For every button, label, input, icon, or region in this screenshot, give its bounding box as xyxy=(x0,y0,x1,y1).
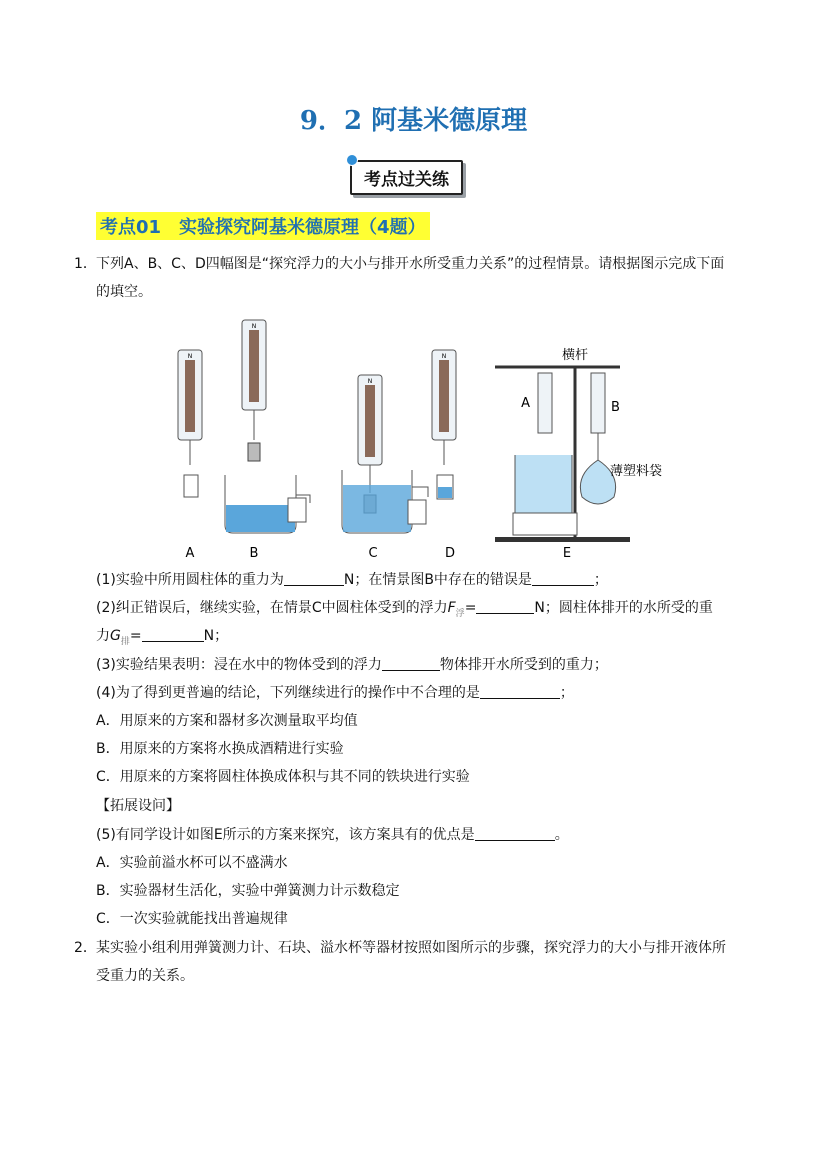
spring-a-label: A xyxy=(521,396,530,411)
q1-part2-line1 xyxy=(96,598,713,624)
blank-error[interactable] xyxy=(532,571,594,586)
blank-buoyancy[interactable] xyxy=(476,599,534,614)
spring-scale-c xyxy=(342,375,428,533)
experiment-figure xyxy=(170,315,690,565)
scale-unit-b: N xyxy=(251,323,257,330)
q1-part4-text-a: (4)为了得到更普遍的结论，下列继续进行的操作中不合理的是 xyxy=(96,685,480,701)
crossbar-label: 横杆 xyxy=(561,348,589,363)
q1-part3 xyxy=(96,655,608,675)
spring-scale-a xyxy=(178,350,202,497)
q1-part5-text-b: 。 xyxy=(554,827,569,843)
figure-label-b: B xyxy=(249,546,259,561)
q1-part5-option-c: C．一次实验就能找出普遍规律 xyxy=(96,911,288,927)
q1-line1: 下列A、B、C、D四幅图是“探究浮力的大小与排开水所受重力关系”的过程情景。请根据图示完成下面 xyxy=(96,256,725,272)
figure-label-d: D xyxy=(444,546,456,561)
q1-option-a: A．用原来的方案和器材多次测量取平均值 xyxy=(96,713,358,729)
q1-part1-text-a: (1)实验中所用圆柱体的重力为 xyxy=(96,572,284,588)
q1-number: 1． xyxy=(74,256,97,272)
q1-part5-option-b: B．实验器材生活化，实验中弹簧测力计示数稳定 xyxy=(96,883,400,899)
extension-heading: 【拓展设问】 xyxy=(96,798,180,814)
q2-number: 2． xyxy=(74,940,97,956)
scale-unit-a: N xyxy=(187,353,193,360)
badge-label: 考点过关练 xyxy=(350,160,463,195)
badge xyxy=(350,160,463,195)
q2-line1: 某实验小组利用弹簧测力计、石块、溢水杯等器材按照如图所示的步骤，探究浮力的大小与排开液体所 xyxy=(96,940,726,956)
q1-part5-text-a: (5)有同学设计如图E所示的方案来探究，该方案具有的优点是 xyxy=(96,827,475,843)
blank-comparison[interactable] xyxy=(382,656,440,671)
figure-label-e: E xyxy=(562,546,572,561)
force-symbol: F xyxy=(447,600,456,616)
q1-part2-eq-a: = xyxy=(464,600,477,616)
q1-part1-text-b: N；在情景图B中存在的错误是 xyxy=(343,572,532,588)
q2-line2: 受重力的关系。 xyxy=(96,968,194,984)
page-title: 9．2 阿基米德原理 xyxy=(299,106,528,136)
q1-option-b: B．用原来的方案将水换成酒精进行实验 xyxy=(96,741,344,757)
blank-displaced-weight[interactable] xyxy=(142,627,204,642)
force-subscript: 浮 xyxy=(455,608,465,619)
q1-part3-text-a: (3)实验结果表明：浸在水中的物体受到的浮力 xyxy=(96,657,382,673)
q1-option-c: C．用原来的方案将圆柱体换成体积与其不同的铁块进行实验 xyxy=(96,769,470,785)
q1-part3-text-b: 物体排开水所受到的重力； xyxy=(439,657,608,673)
q1-part5 xyxy=(96,825,569,845)
q1-part1-text-c: ； xyxy=(593,572,608,588)
spring-b-label: B xyxy=(611,400,620,415)
q1-part1 xyxy=(96,570,608,590)
q1-line2: 的填空。 xyxy=(96,284,152,300)
q1-part2-text-a: (2)纠正错误后，继续实验，在情景C中圆柱体受到的浮力 xyxy=(96,600,448,616)
q1-part2-eq-b: = xyxy=(129,628,142,644)
q1-part5-option-a: A．实验前溢水杯可以不盛满水 xyxy=(96,855,288,871)
spring-scale-b xyxy=(225,320,310,533)
q1-part4-text-b: ； xyxy=(559,685,574,701)
blank-unreasonable-op[interactable] xyxy=(480,684,560,699)
section-heading: 考点01 实验探究阿基米德原理（4题） xyxy=(96,212,430,240)
spring-scale-d xyxy=(432,350,456,499)
q1-part2-line2 xyxy=(96,626,228,652)
bag-label: 薄塑料袋 xyxy=(610,464,663,479)
setup-e xyxy=(495,347,662,542)
blank-gravity[interactable] xyxy=(284,571,344,586)
badge-dot-icon xyxy=(346,154,358,166)
gravity-symbol: G xyxy=(110,628,121,644)
q1-part2-text-c: N；圆柱体排开的水所受的重 xyxy=(534,600,713,616)
figure-label-c: C xyxy=(368,546,378,561)
q1-part4 xyxy=(96,683,574,703)
figure-label-a: A xyxy=(185,546,195,561)
scale-unit-c: N xyxy=(367,378,373,385)
q1-part2-text-f: N； xyxy=(203,628,229,644)
scale-unit-d: N xyxy=(441,353,447,360)
blank-advantage[interactable] xyxy=(475,826,555,841)
gravity-subscript: 排 xyxy=(120,636,130,647)
q1-part2-text-d: 力 xyxy=(96,628,110,644)
